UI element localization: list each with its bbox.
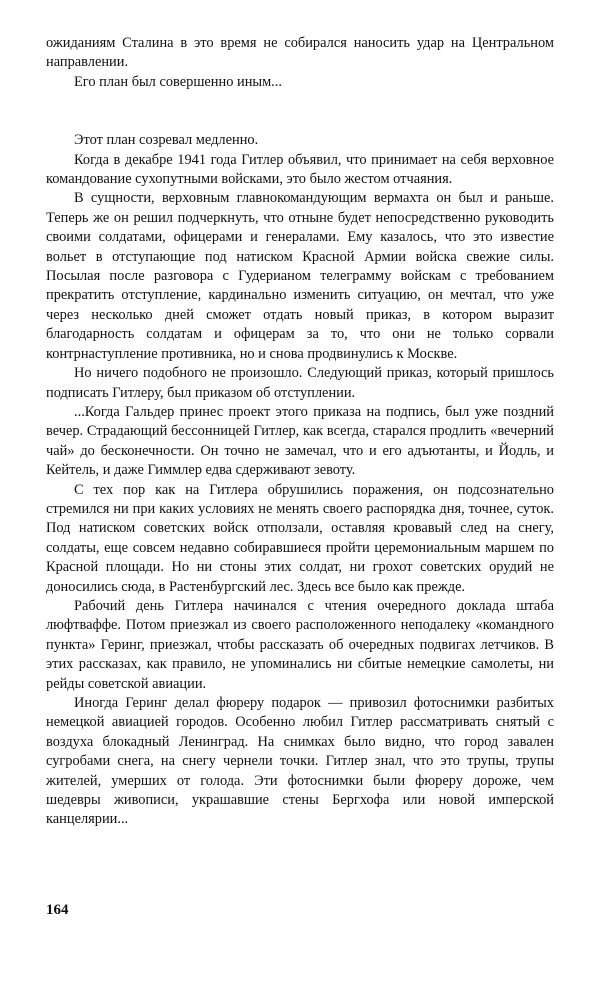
paragraph: Когда в декабре 1941 года Гитлер объявил, что принимает на себя верховное командование сухопутными войсками, это было жестом отчаяния. bbox=[46, 151, 554, 188]
paragraph: В сущности, верховным главнокомандующим вермахта он был и раньше. Теперь же он решил подчеркнуть, что отныне будет непосредственно руководить своими солдатами, офицерами и генералами. Ему казалось, что это известие вольет в отступающие под натиском Красной Армии войска свежие силы. Посылая после разговора с Гудерианом телеграмму войскам с требованием прекратить отступление, кардинально изменить ситуацию, он мечтал, что уже через несколько дней сможет отдать новый приказ, в котором выразит благодарность солдатам и офицерам за то, что они не только сорвали контрнаступление противника, но и снова продвинулись к Москве. bbox=[46, 190, 554, 362]
paragraph: Его план был совершенно иным... bbox=[74, 73, 282, 90]
paragraph: Иногда Геринг делал фюреру подарок — привозил фотоснимки разбитых немецкой авиацией городов. Особенно любил Гитлер рассматривать снятый с воздуха блокадный Ленинград. На снимках было видно, что город завален сугробами снега, на снегу чернели точки. Гитлер знал, что это трупы, трупы жителей, умерших от голода. Эти фотоснимки были фюреру дороже, чем шедевры живописи, украшавшие стены Бергхофа или новой имперской канцелярии... bbox=[46, 695, 554, 828]
section-break bbox=[46, 92, 554, 131]
paragraph: С тех пор как на Гитлера обрушились поражения, он подсознательно стремился ни при каких условиях не менять своего распорядка дня, точнее, суток. Под натиском советских войск отползали, оставляя кровавый след на снегу, солдаты, еще совсем недавно собиравшиеся пройти церемониальным маршем по Красной площади. Но ни стоны этих солдат, ни грохот советских орудий не доносились сюда, в Растенбургский лес. Здесь все было как прежде. bbox=[46, 481, 554, 595]
text-section-main bbox=[46, 131, 554, 830]
page-number: 164 bbox=[46, 902, 69, 918]
text-section-previous bbox=[46, 34, 554, 92]
paragraph: Но ничего подобного не произошло. Следующий приказ, который пришлось подписать Гитлеру, был приказом об отступлении. bbox=[46, 365, 554, 401]
paragraph: ...Когда Гальдер принес проект этого приказа на подпись, был уже поздний вечер. Страдающий бессонницей Гитлер, как всегда, старался продлить «вечерний чай» до бесконечности. Он точно не замечал, что и его адъютанты, и Йодль, и Кейтель, и даже Гиммлер едва сдерживают зевоту. bbox=[46, 403, 554, 479]
paragraph: Этот план созревал медленно. bbox=[74, 132, 259, 149]
paragraph-continuation: ожиданиям Сталина в это время не собирался наносить удар на Центральном направлении. bbox=[46, 35, 554, 71]
book-page bbox=[46, 34, 554, 974]
paragraph: Рабочий день Гитлера начинался с чтения очередного доклада штаба люфтваффе. Потом приезжал из своего расположенного неподалеку «командного пункта» Геринг, приезжал, чтобы рассказать об очередных подвигах летчиков. В этих рассказах, как правило, не упоминались ни сбитые немецкие самолеты, ни рейды советской авиации. bbox=[46, 597, 554, 692]
